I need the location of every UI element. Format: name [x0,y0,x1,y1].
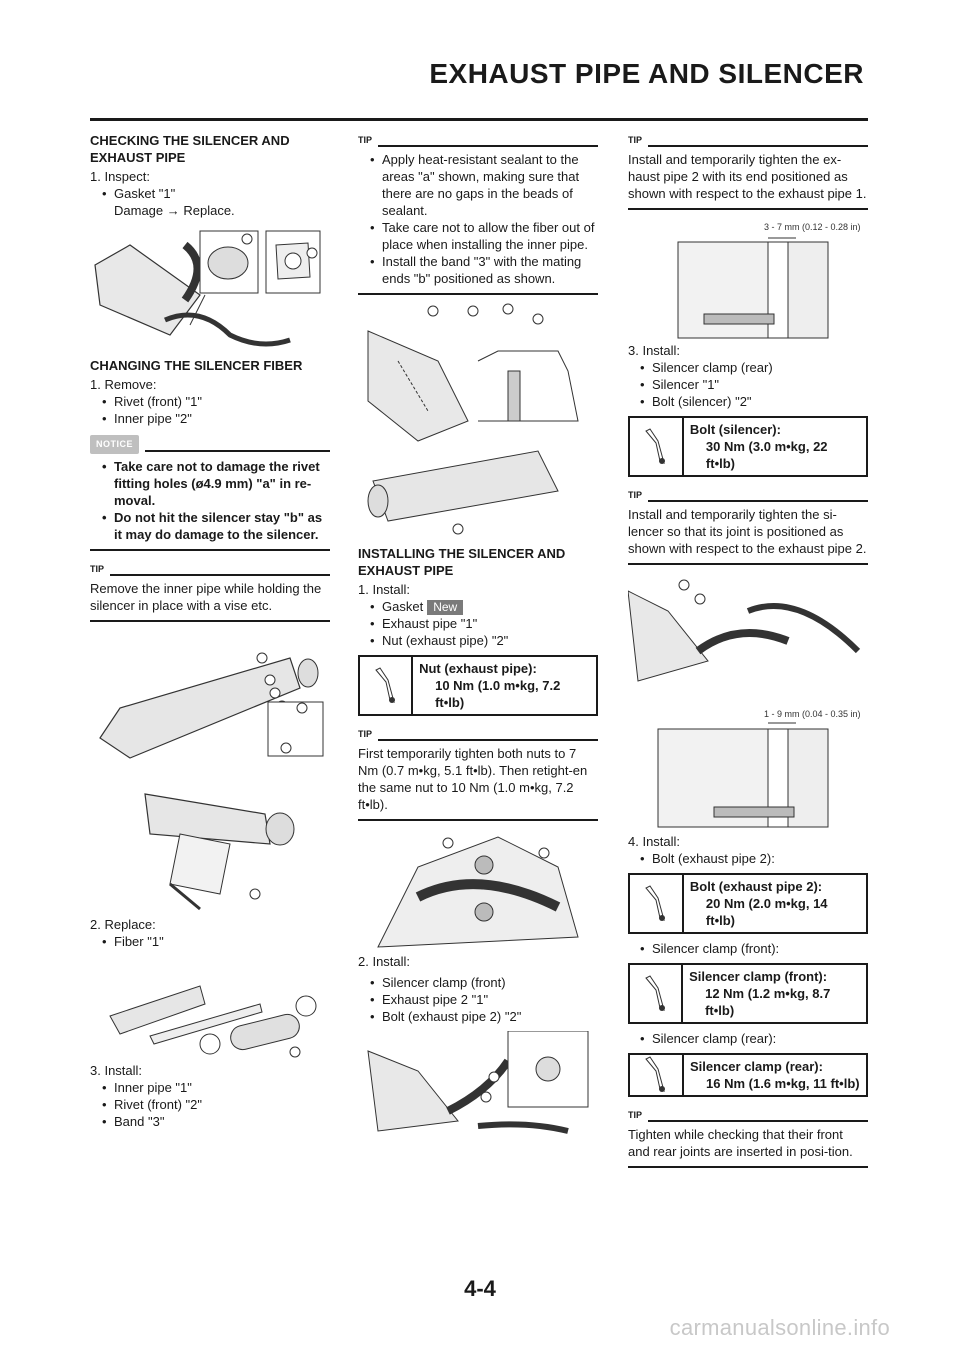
tip-label: TIP [628,490,643,500]
step-inspect: 1. Inspect: [90,169,150,184]
step-install-inner: 3. Install: [90,1063,143,1078]
tip-silencer-joint [628,487,868,565]
bullet-silencer-clamp-front: • Silencer clamp (front): [628,940,868,957]
bullet-silencer-clamp-rear: • Silencer clamp (rear): [628,1030,868,1047]
header-rule [90,118,868,121]
step-install-1: 1. Install: [358,582,411,597]
page-number: 4-4 [464,1276,496,1301]
new-badge: New [427,600,463,615]
tip-item-band: • Install the band "3" with the mating ends "b" positioned as shown. [358,253,598,287]
bullet-gasket-new [358,598,598,615]
bullet-bolt-exhaust-2: • Bolt (exhaust pipe 2): [628,850,868,867]
step-install-2: 2. Install: [358,954,411,969]
dimension-label-2: 1 - 9 mm (0.04 - 0.35 in) [764,709,861,719]
figure-gap-3-7mm [628,216,868,340]
notice-header [90,435,330,454]
torque-name: Silencer clamp (front): [689,969,828,984]
torque-wrench-icon [630,1055,684,1095]
step-install-4: 4. Install: [628,834,681,849]
torque-wrench-icon [360,657,413,714]
column-2 [358,128,598,1141]
bullet-silencer-clamp-front: • Silencer clamp (front) [358,974,598,991]
column-1 [90,128,330,1130]
notice-body [90,454,330,543]
torque-wrench-icon [630,418,684,475]
figure-silencer-vise [90,774,330,914]
tip-text: Tighten while checking that their front and rear joints are inserted in posi-tion. [628,1127,853,1159]
bullet-gasket-label: Gasket [382,599,424,614]
bullet-bolt-exhaust-2: • Bolt (exhaust pipe 2) "2" [358,1008,598,1025]
page-title: EXHAUST PIPE AND SILENCER [429,58,864,89]
tip-label: TIP [358,729,373,739]
tip-text: First temporarily tighten both nuts to 7 Nm (0.7 m•kg, 5.1 ft•lb). Then retight-en the same nut to 10 Nm (1.0 m•kg, 7.2 ft•lb). [358,746,588,812]
torque-value: 16 Nm (1.6 m•kg, 11 ft•lb) [706,1076,860,1091]
figure-exhaust-nuts [358,827,598,951]
tip-text: Remove the inner pipe while holding the silencer in place with a vise etc. [90,581,322,613]
tip-label: TIP [358,135,373,145]
bullet-band: • Band "3" [90,1113,330,1130]
column-3 [628,128,868,1168]
notice-item-rivet-holes: • Take care not to damage the rivet fitting holes (ø4.9 mm) "a" in re-moval. [90,458,330,509]
notice-end-rule [90,549,330,551]
torque-name: Bolt (silencer): [689,422,781,437]
tip-label: TIP [628,135,643,145]
figure-exhaust-pipe-2 [358,1031,598,1141]
bullet-nut-exhaust: • Nut (exhaust pipe) "2" [358,632,598,649]
bullet-exhaust-pipe-1: • Exhaust pipe "1" [358,615,598,632]
torque-name: Bolt (exhaust pipe 2): [689,879,823,894]
figure-silencer-gasket [90,225,330,353]
tip-tightening [358,726,598,821]
torque-value: 10 Nm (1.0 m•kg, 7.2 ft•lb) [435,678,561,710]
gasket-damage-note: Damage → Replace. [114,203,235,218]
watermark: carmanualsonline.info [669,1315,890,1340]
tip-item-fiber: • Take care not to allow the fiber out of place when installing the inner pipe. [358,219,598,253]
bullet-fiber: • Fiber "1" [90,933,330,950]
figure-silencer-joint [628,571,868,831]
torque-name: Silencer clamp (rear): [690,1059,823,1074]
bullet-exhaust-pipe-2: • Exhaust pipe 2 "1" [358,991,598,1008]
torque-name: Nut (exhaust pipe): [419,661,537,676]
tip-label: TIP [628,1110,643,1120]
torque-spec-bolt-silencer [628,416,868,477]
torque-value: 20 Nm (2.0 m•kg, 14 ft•lb) [705,896,828,928]
torque-spec-nut-exhaust [358,655,598,716]
tip-sealant [358,132,598,295]
bullet-inner-pipe: • Inner pipe "2" [90,410,330,427]
step-replace: 2. Replace: [90,917,156,932]
tip-joints [628,1107,868,1168]
bullet-rivet-front-install: • Rivet (front) "2" [90,1096,330,1113]
section-heading-checking: CHECKING THE SILENCER AND EXHAUST PIPE [90,133,290,165]
tip-exhaust-pipe-2 [628,132,868,210]
section-heading-changing-fiber: CHANGING THE SILENCER FIBER [90,358,303,373]
torque-wrench-icon [630,875,684,932]
bullet-rivet-front: • Rivet (front) "1" [90,393,330,410]
figure-sealant-band [358,301,598,541]
tip-text: Install and temporarily tighten the si-lencer so that its joint is positioned as shown with respect to the exhaust pipe 2. [628,507,867,556]
section-heading-installing: INSTALLING THE SILENCER AND EXHAUST PIPE [358,546,566,578]
tip-remove-inner-pipe [90,561,330,622]
tip-label: TIP [90,564,105,574]
bullet-gasket: • Gasket "1" [90,185,330,202]
figure-fiber-parts [90,956,330,1060]
torque-wrench-icon [630,965,683,1022]
torque-value: 30 Nm (3.0 m•kg, 22 ft•lb) [705,439,828,471]
tip-item-sealant: • Apply heat-resistant sealant to the areas "a" shown, making sure that there are no gaps in the beads of sealant. [358,151,598,219]
tip-text: Install and temporarily tighten the ex-haust pipe 2 with its end positioned as shown with respect to the exhaust pipe 1. [628,152,867,201]
bullet-inner-pipe-install: • Inner pipe "1" [90,1079,330,1096]
notice-item-silencer-stay: • Do not hit the silencer stay "b" as it may do damage to the silencer. [90,509,330,543]
bullet-bolt-silencer: • Bolt (silencer) "2" [628,393,868,410]
step-install-3: 3. Install: [628,343,681,358]
notice-badge: NOTICE [90,435,139,454]
torque-spec-bolt-exhaust-2 [628,873,868,934]
torque-spec-clamp-rear [628,1053,868,1097]
torque-spec-clamp-front [628,963,868,1024]
bullet-silencer: • Silencer "1" [628,376,868,393]
bullet-silencer-clamp-rear: • Silencer clamp (rear) [628,359,868,376]
figure-silencer-rivets [90,628,330,768]
step-remove: 1. Remove: [90,377,157,392]
dimension-label-1: 3 - 7 mm (0.12 - 0.28 in) [764,222,861,232]
torque-value: 12 Nm (1.2 m•kg, 8.7 ft•lb) [705,986,831,1018]
